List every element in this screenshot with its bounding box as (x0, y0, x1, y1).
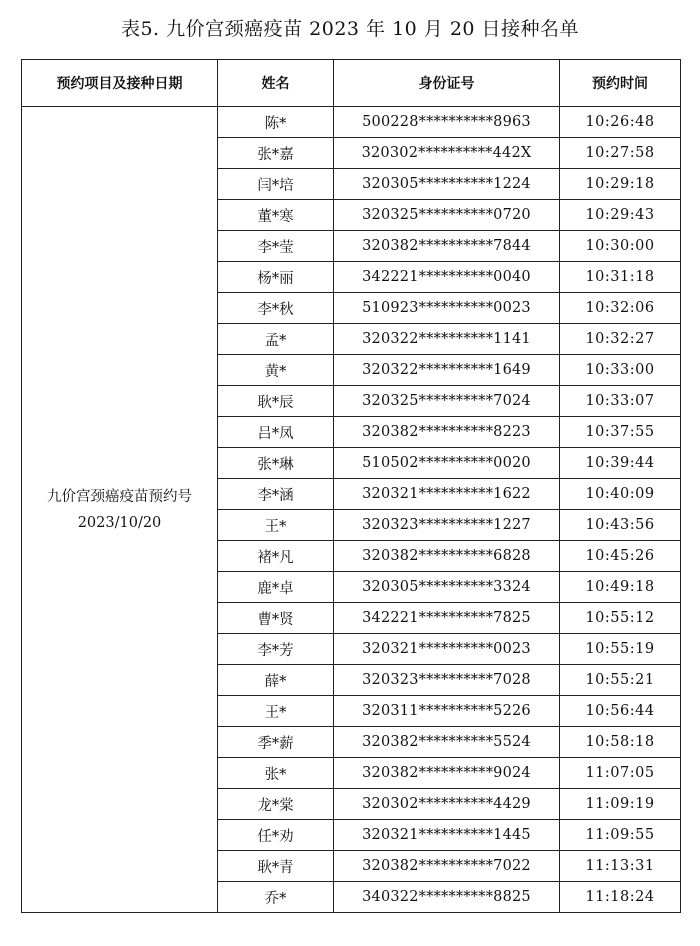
id-number-cell: 320302**********442X (334, 138, 560, 169)
id-number-cell: 320323**********1227 (334, 510, 560, 541)
booking-time-cell: 10:29:18 (560, 169, 681, 200)
id-number-cell: 320325**********0720 (334, 200, 560, 231)
booking-time-cell: 10:55:12 (560, 603, 681, 634)
booking-time-cell: 10:56:44 (560, 696, 681, 727)
name-cell: 鹿*卓 (218, 572, 334, 603)
id-number-cell: 320382**********8223 (334, 417, 560, 448)
id-number-cell: 320382**********7022 (334, 851, 560, 882)
booking-time-cell: 11:07:05 (560, 758, 681, 789)
id-number-cell: 320302**********4429 (334, 789, 560, 820)
booking-time-cell: 10:55:21 (560, 665, 681, 696)
header-id-number: 身份证号 (334, 60, 560, 107)
id-number-cell: 510923**********0023 (334, 293, 560, 324)
roster-body (22, 107, 681, 913)
name-cell: 吕*凤 (218, 417, 334, 448)
header-project: 预约项目及接种日期 (22, 60, 218, 107)
name-cell: 张*琳 (218, 448, 334, 479)
booking-time-cell: 10:32:27 (560, 324, 681, 355)
id-number-cell: 320323**********7028 (334, 665, 560, 696)
id-number-cell: 320305**********1224 (334, 169, 560, 200)
booking-time-cell: 10:39:44 (560, 448, 681, 479)
id-number-cell: 320311**********5226 (334, 696, 560, 727)
name-cell: 陈* (218, 107, 334, 138)
name-cell: 黄* (218, 355, 334, 386)
booking-time-cell: 10:55:19 (560, 634, 681, 665)
booking-time-cell: 10:27:58 (560, 138, 681, 169)
booking-time-cell: 10:33:00 (560, 355, 681, 386)
name-cell: 张*嘉 (218, 138, 334, 169)
booking-time-cell: 10:43:56 (560, 510, 681, 541)
id-number-cell: 320382**********6828 (334, 541, 560, 572)
name-cell: 李*秋 (218, 293, 334, 324)
booking-time-cell: 10:33:07 (560, 386, 681, 417)
name-cell: 王* (218, 696, 334, 727)
id-number-cell: 342221**********7825 (334, 603, 560, 634)
name-cell: 龙*棠 (218, 789, 334, 820)
id-number-cell: 320382**********9024 (334, 758, 560, 789)
project-date: 2023/10/20 (77, 514, 162, 531)
table-row (22, 107, 681, 138)
booking-time-cell: 10:45:26 (560, 541, 681, 572)
project-cell (22, 107, 218, 913)
name-cell: 季*薪 (218, 727, 334, 758)
booking-time-cell: 10:58:18 (560, 727, 681, 758)
name-cell: 任*劝 (218, 820, 334, 851)
id-number-cell: 320305**********3324 (334, 572, 560, 603)
booking-time-cell: 10:26:48 (560, 107, 681, 138)
booking-time-cell: 11:13:31 (560, 851, 681, 882)
name-cell: 孟* (218, 324, 334, 355)
id-number-cell: 320321**********1445 (334, 820, 560, 851)
header-name: 姓名 (218, 60, 334, 107)
header-row (22, 60, 681, 107)
id-number-cell: 510502**********0020 (334, 448, 560, 479)
name-cell: 褚*凡 (218, 541, 334, 572)
id-number-cell: 320325**********7024 (334, 386, 560, 417)
name-cell: 乔* (218, 882, 334, 913)
booking-time-cell: 11:18:24 (560, 882, 681, 913)
booking-time-cell: 10:32:06 (560, 293, 681, 324)
id-number-cell: 320322**********1141 (334, 324, 560, 355)
id-number-cell: 320321**********0023 (334, 634, 560, 665)
booking-time-cell: 11:09:55 (560, 820, 681, 851)
booking-time-cell: 10:30:00 (560, 231, 681, 262)
booking-time-cell: 10:49:18 (560, 572, 681, 603)
name-cell: 曹*贤 (218, 603, 334, 634)
id-number-cell: 340322**********8825 (334, 882, 560, 913)
booking-time-cell: 10:37:55 (560, 417, 681, 448)
id-number-cell: 342221**********0040 (334, 262, 560, 293)
name-cell: 张* (218, 758, 334, 789)
table-title: 表5. 九价宫颈癌疫苗 2023 年 10 月 20 日接种名单 (120, 18, 580, 40)
header-booking-time: 预约时间 (560, 60, 681, 107)
booking-time-cell: 10:31:18 (560, 262, 681, 293)
name-cell: 薛* (218, 665, 334, 696)
name-cell: 耿*辰 (218, 386, 334, 417)
project-label: 九价宫颈癌疫苗预约号 (47, 488, 192, 505)
name-cell: 李*芳 (218, 634, 334, 665)
id-number-cell: 320382**********7844 (334, 231, 560, 262)
id-number-cell: 320382**********5524 (334, 727, 560, 758)
name-cell: 李*莹 (218, 231, 334, 262)
name-cell: 闫*培 (218, 169, 334, 200)
booking-time-cell: 11:09:19 (560, 789, 681, 820)
name-cell: 王* (218, 510, 334, 541)
name-cell: 耿*青 (218, 851, 334, 882)
id-number-cell: 320322**********1649 (334, 355, 560, 386)
name-cell: 李*涵 (218, 479, 334, 510)
id-number-cell: 500228**********8963 (334, 107, 560, 138)
vaccination-roster-table (21, 59, 681, 913)
booking-time-cell: 10:29:43 (560, 200, 681, 231)
booking-time-cell: 10:40:09 (560, 479, 681, 510)
name-cell: 董*寒 (218, 200, 334, 231)
name-cell: 杨*丽 (218, 262, 334, 293)
id-number-cell: 320321**********1622 (334, 479, 560, 510)
